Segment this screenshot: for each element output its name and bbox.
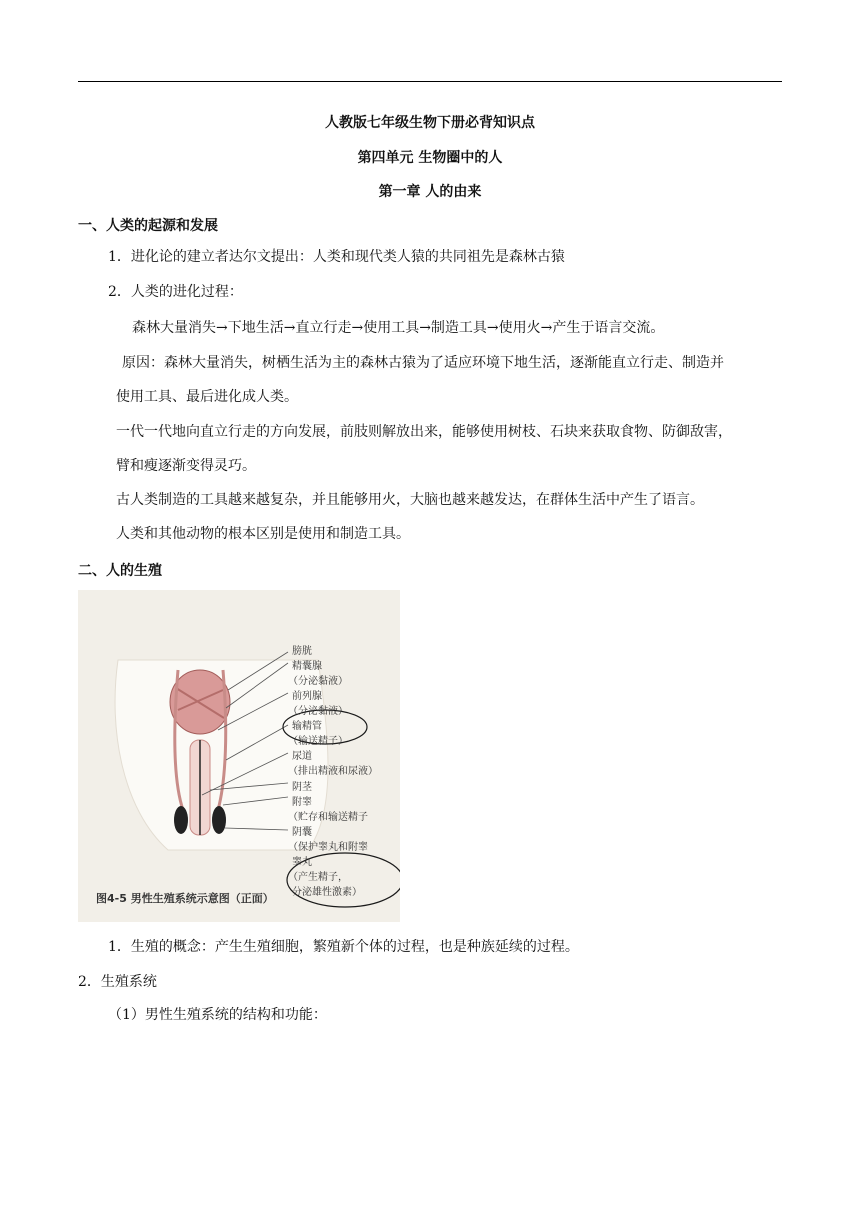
paragraph-reason-line1: 原因：森林大量消失，树栖生活为主的森林古猿为了适应环境下地生活，逐渐能直立行走、制造并 (122, 355, 724, 371)
section-heading-origin: 一、人类的起源和发展 (78, 218, 218, 234)
paragraph-fundamental-difference: 人类和其他动物的根本区别是使用和制造工具。 (116, 526, 410, 542)
paragraph-upright-line2: 臂和瘦逐渐变得灵巧。 (116, 458, 256, 474)
figure-label-bladder: 膀胱 (292, 646, 312, 657)
unit-title: 第四单元 生物圈中的人 (357, 150, 503, 166)
section-heading-reproduction: 二、人的生殖 (78, 563, 162, 579)
paragraph-process-chain: 森林大量消失→下地生活→直立行走→使用工具→制造工具→使用火→产生于语言交流。 (132, 320, 665, 336)
reproductive-system-figure (78, 590, 400, 922)
figure-label-penis: 阴茎 (292, 782, 312, 793)
paragraph-reproductive-system: 2．生殖系统 (78, 974, 157, 990)
paragraph-reason-line2: 使用工具、最后进化成人类。 (116, 389, 298, 405)
document-title: 人教版七年级生物下册必背知识点 (325, 115, 535, 131)
figure-caption: 图4-5 男性生殖系统示意图（正面） (96, 892, 274, 905)
figure-label-vas-deferens: 输精管 (292, 721, 322, 732)
figure-label-testis: 睾丸 (292, 857, 312, 868)
figure-label-testis-function2: 分泌雄性激素） (292, 887, 362, 898)
reproductive-system-diagram (78, 590, 400, 922)
chapter-title: 第一章 人的由来 (378, 184, 482, 200)
figure-label-prostate: 前列腺 (292, 691, 322, 702)
figure-label-urethra-function: （排出精液和尿液） (288, 766, 378, 777)
paragraph-reproduction-concept: 1．生殖的概念：产生生殖细胞，繁殖新个体的过程，也是种族延续的过程。 (108, 939, 579, 955)
figure-label-urethra: 尿道 (292, 751, 312, 762)
figure-label-seminal-vesicle: 精囊腺 (292, 661, 322, 672)
figure-label-scrotum: 阴囊 (292, 827, 312, 838)
paragraph-male-system: （1）男性生殖系统的结构和功能： (108, 1007, 327, 1023)
figure-label-testis-function1: （产生精子， (288, 872, 348, 883)
figure-label-seminal-vesicle-function: （分泌黏液） (288, 676, 348, 687)
figure-label-prostate-function: （分泌黏液） (288, 706, 348, 717)
paragraph-evolution-process: 2．人类的进化过程： (108, 284, 243, 300)
header-rule (78, 81, 782, 82)
paragraph-darwin: 1．进化论的建立者达尔文提出：人类和现代类人猿的共同祖先是森林古猿 (108, 249, 565, 265)
figure-label-epididymis-function: （贮存和输送精子 (288, 812, 368, 823)
figure-label-scrotum-function: （保护睾丸和附睾 (288, 842, 368, 853)
paragraph-tools-fire: 古人类制造的工具越来越复杂，并且能够用火，大脑也越来越发达，在群体生活中产生了语言。 (116, 492, 704, 508)
paragraph-upright-line1: 一代一代地向直立行走的方向发展，前肢则解放出来，能够使用树枝、石块来获取食物、防御敌害， (116, 424, 732, 440)
figure-label-vas-deferens-function: （输送精子） (288, 736, 348, 747)
figure-label-epididymis: 附睾 (292, 797, 312, 808)
